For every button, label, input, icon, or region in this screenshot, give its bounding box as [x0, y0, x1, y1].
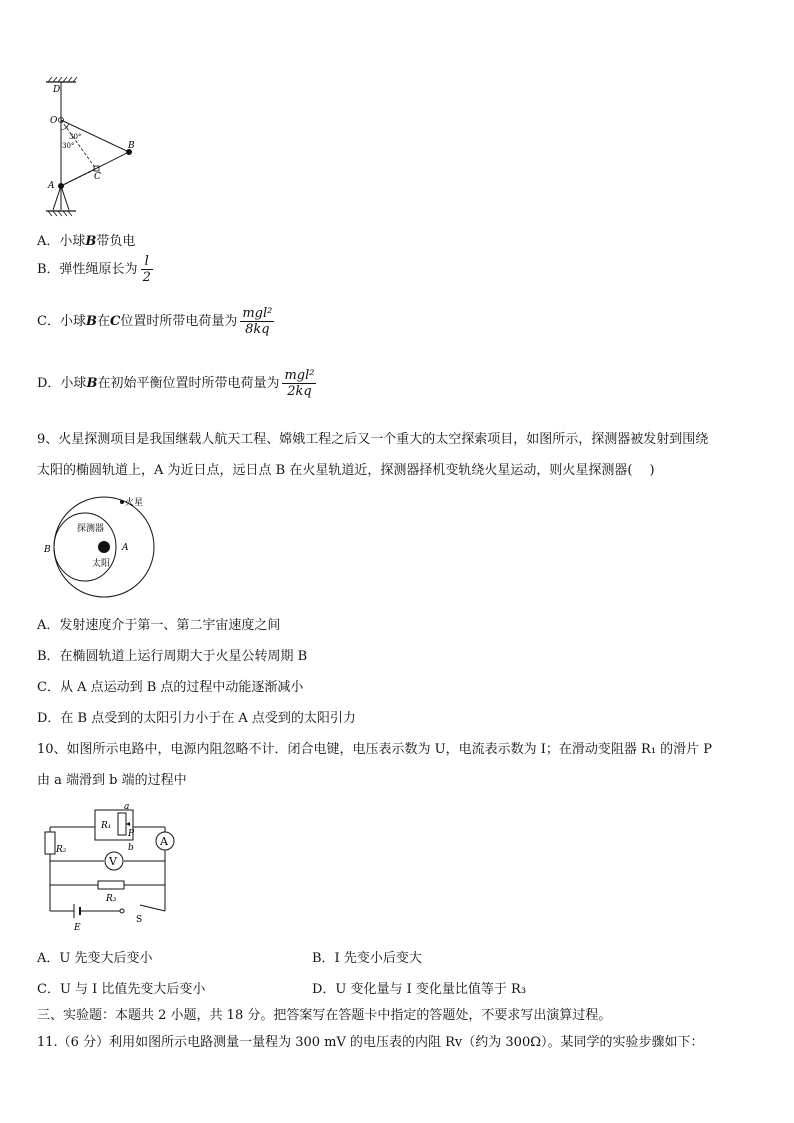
q8-option-c[interactable]: C．小球B在C位置时所带电荷量为 $\frac{\text{mgl²}}{8kq}$ — [37, 306, 273, 337]
q9-option-c[interactable]: C．从 A 点运动到 B 点的过程中动能逐渐减小 — [37, 680, 304, 695]
q9-option-b[interactable]: B．在椭圆轨道上运行周期大于火星公转周期 B — [37, 649, 308, 664]
section-three-heading: 三、实验题：本题共 2 小题，共 18 分。把答案写在答题卡中指定的答题处，不要求写出演算过程。 — [37, 1008, 612, 1023]
q10-option-c[interactable]: C．U 与 I 比值先变大后变小 — [37, 982, 206, 997]
point-a: A — [122, 543, 129, 553]
q9-stem-line2: 太阳的椭圆轨道上，A 为近日点，远日点 B 在火星轨道近，探测器择机变轨绕火星运动，则火星探测器( ) — [37, 463, 655, 478]
sun — [98, 541, 110, 553]
r1-label: R₁ — [101, 821, 112, 831]
q10-option-d[interactable]: D．U 变化量与 I 变化量比值等于 R₃ — [312, 982, 527, 997]
mars-dot — [120, 500, 124, 504]
r2-label: R₂ — [56, 845, 67, 855]
fraction: $\frac{\text{mgl²}}{8kq}$ — [242, 306, 273, 337]
q9-option-a[interactable]: A．发射速度介于第一、第二宇宙速度之间 — [37, 618, 281, 633]
q8-option-b[interactable]: B．弹性绳原长为 $\frac{l}{2}$ — [37, 254, 151, 285]
q9-stem-line1: 9、火星探测项目是我国继载人航天工程、嫦娥工程之后又一个重大的太空探索项目，如图所示，探测器被发射到围绕 — [37, 432, 709, 447]
fraction: $\frac{\text{mgl²}}{2kq}$ — [284, 368, 315, 399]
q10-option-b[interactable]: B．I 先变小后变大 — [312, 951, 422, 966]
p-label: P — [128, 829, 135, 839]
pendulum-figure — [36, 76, 156, 218]
angle-label-1: 30° — [69, 133, 82, 141]
q8-option-a[interactable]: A．小球B带负电 — [37, 234, 136, 249]
sun-label: 太阳 — [92, 559, 111, 569]
q10-option-a[interactable]: A．U 先变大后变小 — [37, 951, 153, 966]
q10-stem-line1: 10、如图所示电路中，电源内阻忽略不计．闭合电键，电压表示数为 U，电流表示数为 I；在滑动变阻器 R₁ 的滑片 P — [37, 742, 713, 757]
mars-label: 火星 — [125, 498, 144, 508]
angle-label-2: 30° — [62, 142, 75, 150]
voltmeter-label: V — [109, 855, 117, 868]
label-o: O — [50, 116, 58, 126]
fraction: $\frac{l}{2}$ — [142, 254, 151, 285]
point-b: B — [44, 545, 51, 555]
s-label: S — [136, 915, 143, 925]
q11-stem: 11.（6 分）利用如图所示电路测量一量程为 300 mV 的电压表的内阻 Rv（约为 300Ω）。某同学的实验步骤如下： — [37, 1035, 704, 1050]
orbit-figure — [36, 494, 164, 602]
b-label: b — [128, 843, 134, 853]
circuit-figure — [40, 800, 190, 936]
q8-option-d[interactable]: D．小球B在初始平衡位置时所带电荷量为 $\frac{\text{mgl²}}{2kq}$ — [37, 368, 315, 399]
a-label: a — [124, 802, 130, 812]
label-c: C — [94, 172, 101, 182]
e-label: E — [74, 923, 81, 933]
label-a: A — [48, 181, 55, 191]
label-b: B — [128, 141, 135, 151]
r3-label: R₃ — [106, 894, 117, 904]
label-d: D — [53, 85, 61, 95]
q9-option-d[interactable]: D．在 B 点受到的太阳引力小于在 A 点受到的太阳引力 — [37, 711, 356, 726]
q10-stem-line2: 由 a 端滑到 b 端的过程中 — [37, 773, 187, 788]
ammeter-label: A — [160, 835, 168, 848]
probe-label: 探测器 — [77, 524, 105, 534]
